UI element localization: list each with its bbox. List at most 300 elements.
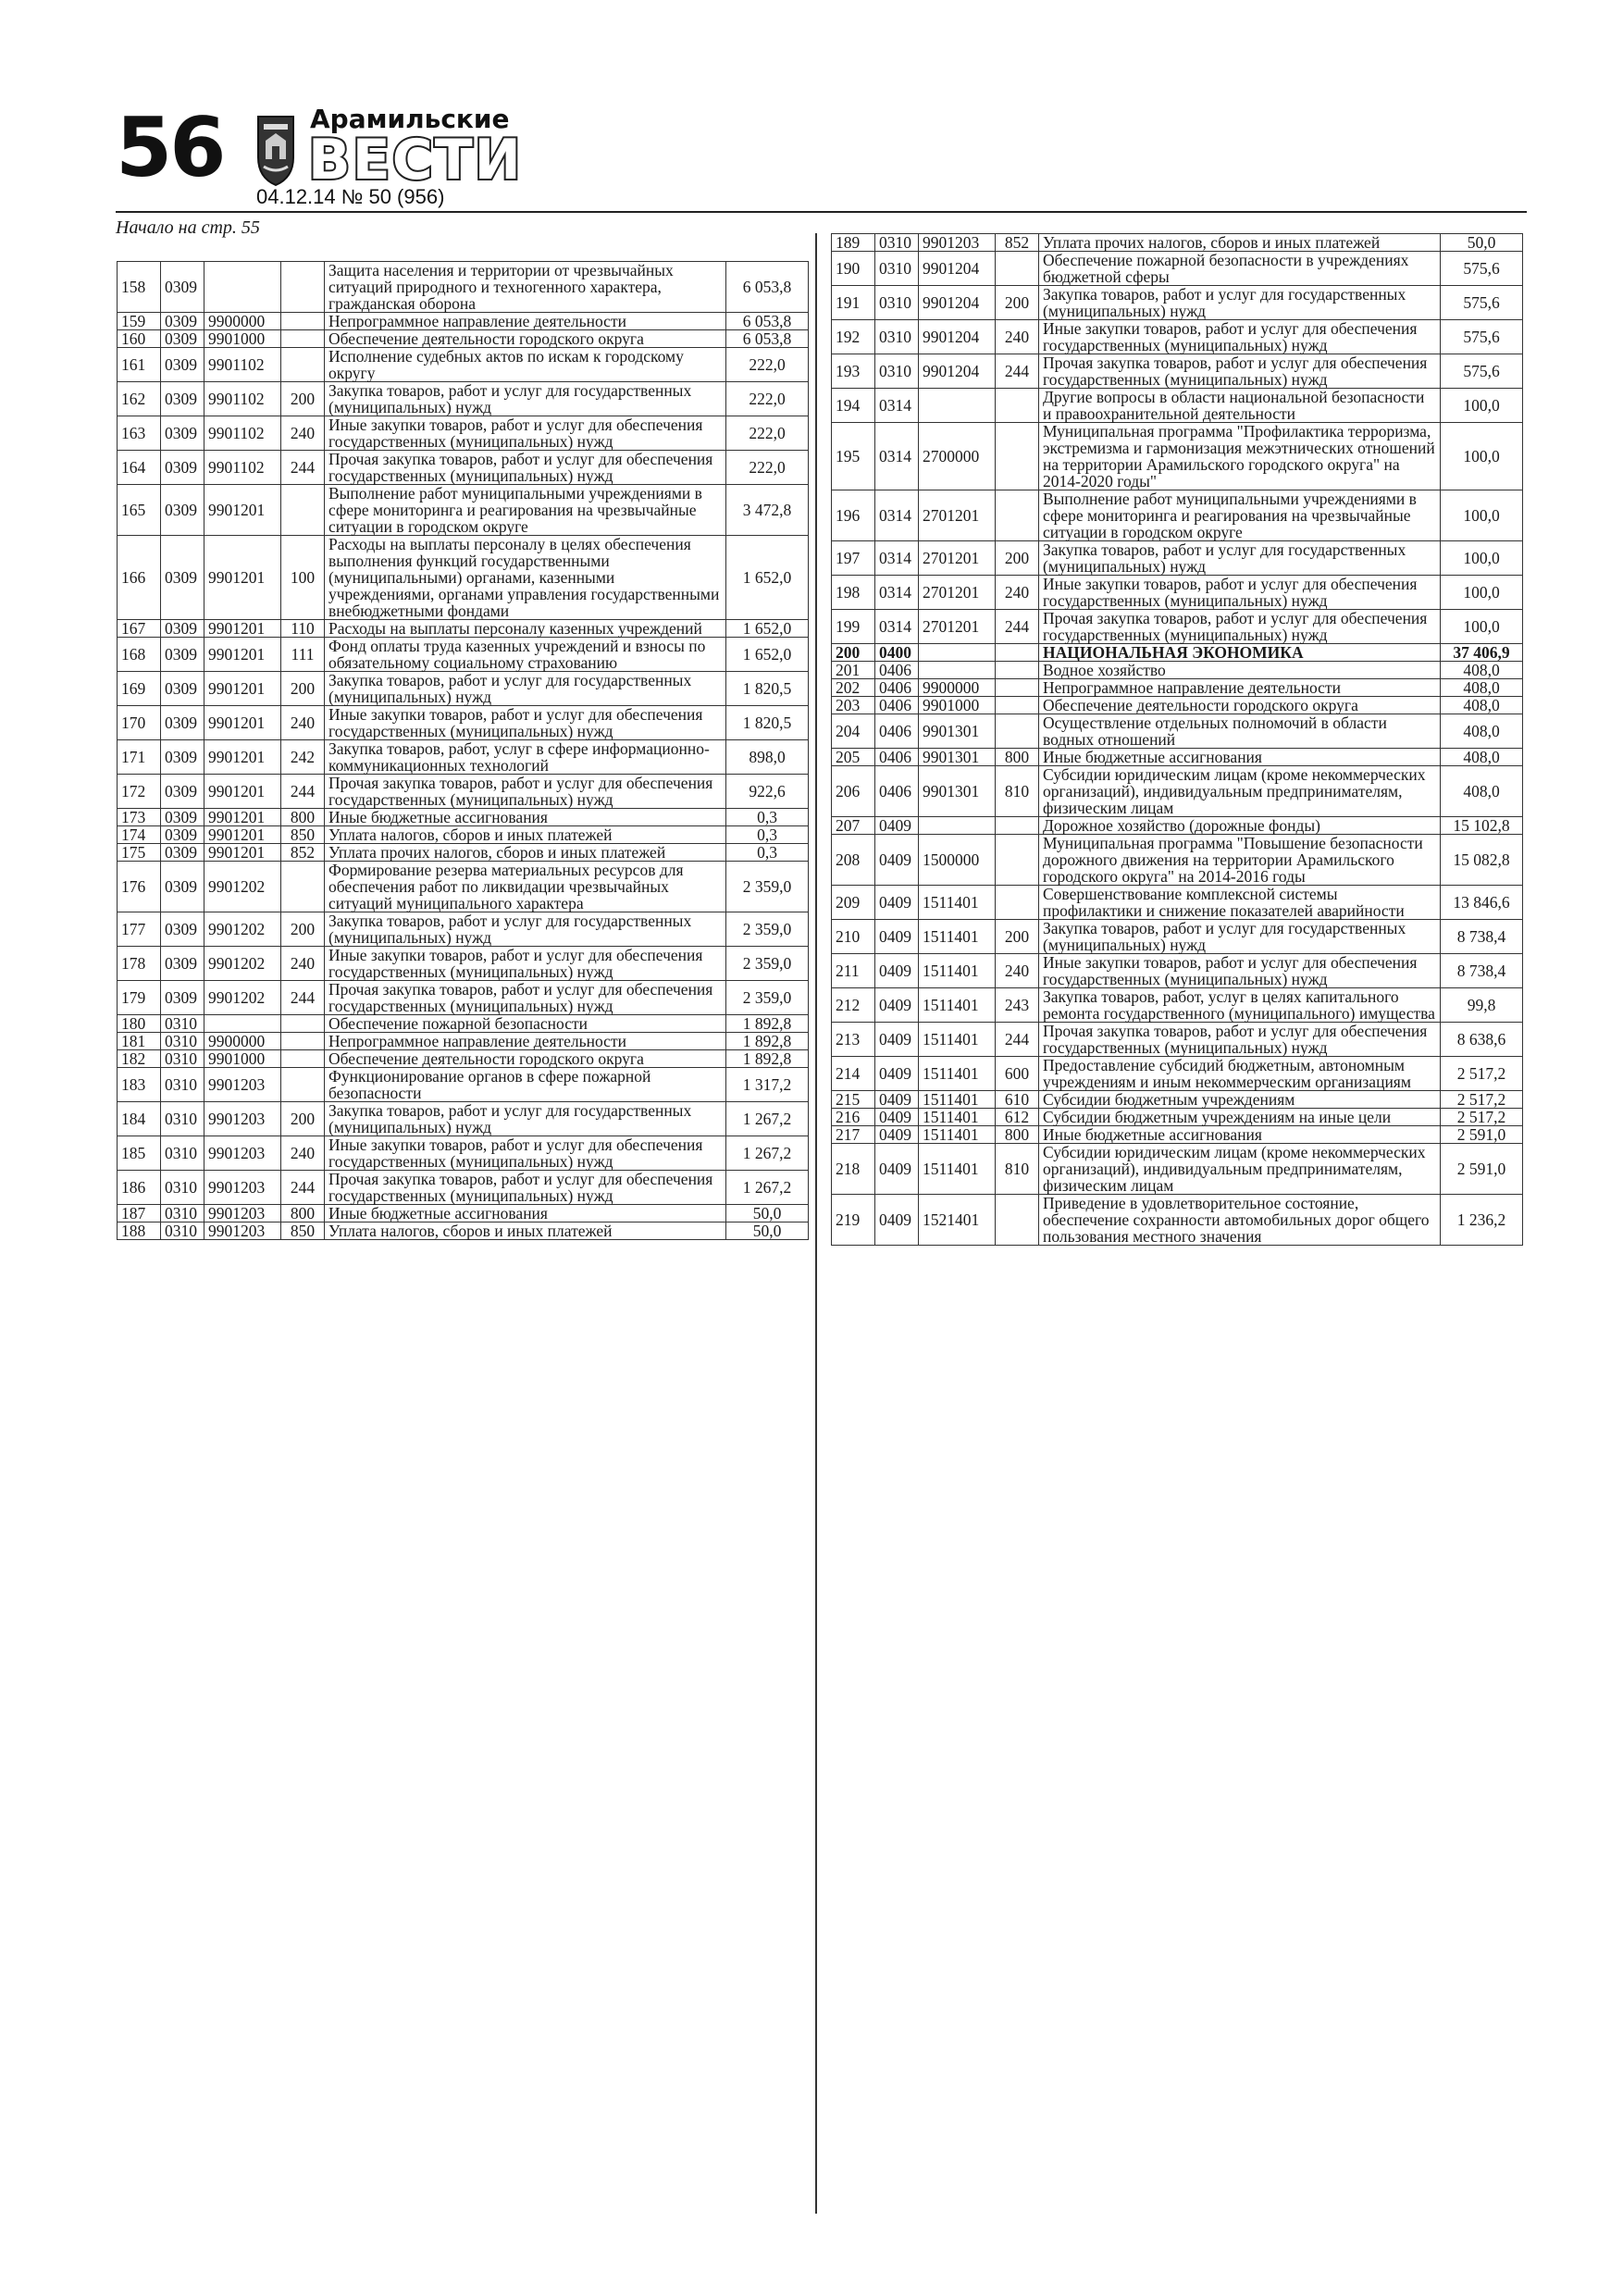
row-number: 200: [832, 644, 875, 662]
expense-type-code: 200: [281, 1102, 325, 1136]
table-row: [832, 954, 1523, 988]
amount: 222,0: [726, 382, 809, 416]
row-number: 162: [118, 382, 161, 416]
item-name: Непрограммное направление деятельности: [325, 313, 726, 330]
row-number: 203: [832, 697, 875, 714]
row-number: 213: [832, 1023, 875, 1057]
amount: 2 359,0: [726, 981, 809, 1015]
article-code: 9901102: [204, 382, 281, 416]
item-name: Защита населения и территории от чрезвычайных ситуаций природного и техногенного характера, гражданская оборона: [325, 262, 726, 313]
amount: 100,0: [1441, 541, 1523, 576]
expense-type-code: [996, 835, 1039, 886]
section-code: 0309: [161, 809, 204, 826]
section-code: 0310: [875, 234, 919, 252]
amount: 408,0: [1441, 697, 1523, 714]
section-code: 0310: [161, 1015, 204, 1033]
item-name: Фонд оплаты труда казенных учреждений и взносы по обязательному социальному страхованию: [325, 638, 726, 672]
item-name: Закупка товаров, работ, услуг в целях капитального ремонта государственного (муниципального) имущества: [1039, 988, 1441, 1023]
section-code: 0309: [161, 330, 204, 348]
item-name: Обеспечение деятельности городского округа: [325, 1050, 726, 1068]
item-name: Иные закупки товаров, работ и услуг для обеспечения государственных (муниципальных) нужд: [1039, 576, 1441, 610]
article-code: 1511401: [919, 1023, 996, 1057]
section-code: 0309: [161, 672, 204, 706]
item-name: Закупка товаров, работ и услуг для государственных (муниципальных) нужд: [325, 1102, 726, 1136]
amount: 1 236,2: [1441, 1195, 1523, 1246]
amount: 50,0: [726, 1205, 809, 1222]
table-row: [118, 947, 809, 981]
row-number: 206: [832, 766, 875, 817]
item-name: Дорожное хозяйство (дорожные фонды): [1039, 817, 1441, 835]
amount: 6 053,8: [726, 313, 809, 330]
item-name: Иные закупки товаров, работ и услуг для обеспечения государственных (муниципальных) нужд: [325, 416, 726, 451]
section-code: 0409: [875, 1126, 919, 1144]
item-name: Уплата налогов, сборов и иных платежей: [325, 1222, 726, 1240]
row-number: 186: [118, 1171, 161, 1205]
expense-type-code: 200: [281, 912, 325, 947]
amount: 6 053,8: [726, 262, 809, 313]
section-code: 0310: [161, 1033, 204, 1050]
item-name: Иные бюджетные ассигнования: [1039, 1126, 1441, 1144]
column-divider: [815, 233, 817, 2214]
item-name: Приведение в удовлетворительное состояние, обеспечение сохранности автомобильных дорог общего пользования местного значения: [1039, 1195, 1441, 1246]
row-number: 195: [832, 423, 875, 490]
item-name: Муниципальная программа "Повышение безопасности дорожного движения на территории Арамильского городского округа" на 2014-2016 годы: [1039, 835, 1441, 886]
section-code: 0409: [875, 988, 919, 1023]
expense-type-code: 243: [996, 988, 1039, 1023]
item-name: Выполнение работ муниципальными учреждениями в сфере мониторинга и реагирования на чрезвычайные ситуации в городском округе: [325, 485, 726, 536]
article-code: 9901202: [204, 912, 281, 947]
item-name: Уплата налогов, сборов и иных платежей: [325, 826, 726, 844]
section-code: 0309: [161, 826, 204, 844]
row-number: 181: [118, 1033, 161, 1050]
table-row: [832, 886, 1523, 920]
expense-type-code: 244: [281, 451, 325, 485]
article-code: 9900000: [204, 1033, 281, 1050]
amount: 575,6: [1441, 354, 1523, 389]
item-name: Непрограммное направление деятельности: [325, 1033, 726, 1050]
article-code: 2701201: [919, 610, 996, 644]
row-number: 159: [118, 313, 161, 330]
expense-type-code: 850: [281, 1222, 325, 1240]
city-crest-icon: [254, 113, 297, 187]
header-divider: [116, 211, 1527, 213]
article-code: [919, 644, 996, 662]
table-row: [832, 714, 1523, 749]
section-code: 0310: [875, 286, 919, 320]
item-name: Обеспечение пожарной безопасности: [325, 1015, 726, 1033]
row-number: 211: [832, 954, 875, 988]
amount: 1 267,2: [726, 1136, 809, 1171]
table-row: [832, 541, 1523, 576]
row-number: 199: [832, 610, 875, 644]
section-code: 0409: [875, 886, 919, 920]
amount: 222,0: [726, 416, 809, 451]
expense-type-code: 111: [281, 638, 325, 672]
section-code: 0310: [161, 1050, 204, 1068]
section-code: 0314: [875, 423, 919, 490]
section-code: 0409: [875, 1023, 919, 1057]
row-number: 183: [118, 1068, 161, 1102]
section-code: 0406: [875, 714, 919, 749]
amount: 2 359,0: [726, 862, 809, 912]
amount: 1 820,5: [726, 672, 809, 706]
row-number: 171: [118, 740, 161, 775]
item-name: Закупка товаров, работ и услуг для государственных (муниципальных) нужд: [325, 912, 726, 947]
article-code: 9901102: [204, 451, 281, 485]
left-column: [117, 261, 809, 1240]
item-name: Закупка товаров, работ и услуг для государственных (муниципальных) нужд: [1039, 541, 1441, 576]
expense-type-code: 100: [281, 536, 325, 620]
row-number: 165: [118, 485, 161, 536]
item-name: Субсидии юридическим лицам (кроме некоммерческих организаций), индивидуальным предпринимателям, физическим лицам: [1039, 1144, 1441, 1195]
article-code: 9901202: [204, 947, 281, 981]
section-code: 0409: [875, 954, 919, 988]
amount: 222,0: [726, 348, 809, 382]
row-number: 166: [118, 536, 161, 620]
item-name: Иные бюджетные ассигнования: [325, 1205, 726, 1222]
section-code: 0309: [161, 485, 204, 536]
article-code: 9901201: [204, 706, 281, 740]
row-number: 218: [832, 1144, 875, 1195]
section-code: 0406: [875, 766, 919, 817]
row-number: 169: [118, 672, 161, 706]
item-name: Обеспечение пожарной безопасности в учреждениях бюджетной сферы: [1039, 252, 1441, 286]
section-code: 0309: [161, 348, 204, 382]
table-row: [832, 817, 1523, 835]
row-number: 212: [832, 988, 875, 1023]
item-name: Расходы на выплаты персоналу казенных учреждений: [325, 620, 726, 638]
item-name: Уплата прочих налогов, сборов и иных платежей: [1039, 234, 1441, 252]
expense-type-code: 240: [996, 320, 1039, 354]
section-code: 0314: [875, 490, 919, 541]
section-code: 0310: [161, 1102, 204, 1136]
expense-type-code: [281, 1050, 325, 1068]
row-number: 219: [832, 1195, 875, 1246]
table-row: [118, 912, 809, 947]
row-number: 214: [832, 1057, 875, 1091]
article-code: 2701201: [919, 490, 996, 541]
item-name: Субсидии юридическим лицам (кроме некоммерческих организаций), индивидуальным предпринимателям, физическим лицам: [1039, 766, 1441, 817]
expense-type-code: [281, 330, 325, 348]
row-number: 201: [832, 662, 875, 679]
item-name: Непрограммное направление деятельности: [1039, 679, 1441, 697]
expense-type-code: [996, 252, 1039, 286]
table-row: [118, 451, 809, 485]
section-code: 0406: [875, 679, 919, 697]
section-code: 0314: [875, 389, 919, 423]
amount: 100,0: [1441, 576, 1523, 610]
section-code: 0309: [161, 416, 204, 451]
item-name: Прочая закупка товаров, работ и услуг для обеспечения государственных (муниципальных) нужд: [1039, 1023, 1441, 1057]
expense-type-code: 240: [281, 1136, 325, 1171]
amount: 1 892,8: [726, 1050, 809, 1068]
item-name: НАЦИОНАЛЬНАЯ ЭКОНОМИКА: [1039, 644, 1441, 662]
section-code: 0310: [875, 354, 919, 389]
table-row: [832, 610, 1523, 644]
item-name: Иные закупки товаров, работ и услуг для обеспечения государственных (муниципальных) нужд: [325, 947, 726, 981]
expense-type-code: [996, 389, 1039, 423]
item-name: Исполнение судебных актов по искам к городскому округу: [325, 348, 726, 382]
article-code: [919, 662, 996, 679]
brand-subtitle: Арамильские: [310, 104, 510, 134]
amount: 2 517,2: [1441, 1091, 1523, 1109]
row-number: 177: [118, 912, 161, 947]
table-row: [832, 1023, 1523, 1057]
table-row: [832, 644, 1523, 662]
section-code: 0309: [161, 382, 204, 416]
row-number: 187: [118, 1205, 161, 1222]
row-number: 158: [118, 262, 161, 313]
expense-type-code: 810: [996, 1144, 1039, 1195]
expense-type-code: 244: [281, 981, 325, 1015]
table-row: [118, 536, 809, 620]
row-number: 184: [118, 1102, 161, 1136]
table-row: [118, 809, 809, 826]
section-code: 0309: [161, 262, 204, 313]
amount: 2 359,0: [726, 912, 809, 947]
item-name: Прочая закупка товаров, работ и услуг для обеспечения государственных (муниципальных) нужд: [1039, 354, 1441, 389]
table-row: [118, 1102, 809, 1136]
amount: 15 102,8: [1441, 817, 1523, 835]
amount: 15 082,8: [1441, 835, 1523, 886]
item-name: Иные закупки товаров, работ и услуг для обеспечения государственных (муниципальных) нужд: [1039, 954, 1441, 988]
table-row: [118, 348, 809, 382]
amount: 2 591,0: [1441, 1126, 1523, 1144]
amount: 0,3: [726, 826, 809, 844]
row-number: 210: [832, 920, 875, 954]
section-code: 0409: [875, 835, 919, 886]
table-row: [118, 416, 809, 451]
table-row: [118, 485, 809, 536]
table-row: [118, 262, 809, 313]
row-number: 191: [832, 286, 875, 320]
article-code: 9901203: [204, 1068, 281, 1102]
expense-type-code: [996, 423, 1039, 490]
expense-type-code: [996, 714, 1039, 749]
row-number: 172: [118, 775, 161, 809]
expense-type-code: [996, 817, 1039, 835]
table-row: [832, 988, 1523, 1023]
expense-type-code: [996, 490, 1039, 541]
table-row: [118, 706, 809, 740]
item-name: Совершенствование комплексной системы профилактики и снижение показателей аварийности: [1039, 886, 1441, 920]
article-code: 9901203: [204, 1222, 281, 1240]
expense-type-code: [996, 644, 1039, 662]
section-code: 0406: [875, 749, 919, 766]
table-row: [118, 313, 809, 330]
expense-type-code: 810: [996, 766, 1039, 817]
article-code: 9901203: [204, 1102, 281, 1136]
item-name: Обеспечение деятельности городского округа: [325, 330, 726, 348]
amount: 2 591,0: [1441, 1144, 1523, 1195]
article-code: [919, 817, 996, 835]
item-name: Формирование резерва материальных ресурсов для обеспечения работ по ликвидации чрезвычайных ситуаций муниципального характера: [325, 862, 726, 912]
table-row: [118, 1171, 809, 1205]
article-code: 9901000: [204, 1050, 281, 1068]
amount: 408,0: [1441, 662, 1523, 679]
item-name: Прочая закупка товаров, работ и услуг для обеспечения государственных (муниципальных) нужд: [1039, 610, 1441, 644]
row-number: 180: [118, 1015, 161, 1033]
table-row: [118, 1205, 809, 1222]
article-code: 9901203: [204, 1136, 281, 1171]
amount: 13 846,6: [1441, 886, 1523, 920]
item-name: Субсидии бюджетным учреждениям: [1039, 1091, 1441, 1109]
row-number: 193: [832, 354, 875, 389]
article-code: 9901201: [204, 826, 281, 844]
article-code: 9901301: [919, 766, 996, 817]
item-name: Закупка товаров, работ и услуг для государственных (муниципальных) нужд: [325, 382, 726, 416]
expense-type-code: 800: [281, 809, 325, 826]
article-code: [204, 1015, 281, 1033]
article-code: [204, 262, 281, 313]
table-row: [832, 423, 1523, 490]
amount: 1 652,0: [726, 638, 809, 672]
row-number: 176: [118, 862, 161, 912]
table-row: [118, 382, 809, 416]
amount: 0,3: [726, 809, 809, 826]
item-name: Закупка товаров, работ и услуг для государственных (муниципальных) нужд: [1039, 920, 1441, 954]
item-name: Закупка товаров, работ и услуг для государственных (муниципальных) нужд: [325, 672, 726, 706]
amount: 50,0: [726, 1222, 809, 1240]
article-code: 9901204: [919, 286, 996, 320]
row-number: 182: [118, 1050, 161, 1068]
continued-note: Начало на стр. 55: [116, 217, 260, 238]
newspaper-logo: [254, 104, 588, 192]
expense-type-code: 242: [281, 740, 325, 775]
section-code: 0409: [875, 1057, 919, 1091]
item-name: Иные закупки товаров, работ и услуг для обеспечения государственных (муниципальных) нужд: [325, 706, 726, 740]
item-name: Прочая закупка товаров, работ и услуг для обеспечения государственных (муниципальных) нужд: [325, 1171, 726, 1205]
table-row: [118, 1015, 809, 1033]
section-code: 0310: [161, 1171, 204, 1205]
row-number: 198: [832, 576, 875, 610]
amount: 6 053,8: [726, 330, 809, 348]
amount: 8 638,6: [1441, 1023, 1523, 1057]
section-code: 0409: [875, 920, 919, 954]
article-code: 9901201: [204, 672, 281, 706]
article-code: 9901102: [204, 348, 281, 382]
item-name: Уплата прочих налогов, сборов и иных платежей: [325, 844, 726, 862]
amount: 0,3: [726, 844, 809, 862]
table-row: [832, 662, 1523, 679]
expense-type-code: 200: [281, 672, 325, 706]
article-code: 9901201: [204, 620, 281, 638]
article-code: 1511401: [919, 1091, 996, 1109]
table-row: [832, 234, 1523, 252]
section-code: 0309: [161, 775, 204, 809]
article-code: 9901204: [919, 252, 996, 286]
section-code: 0400: [875, 644, 919, 662]
section-code: 0309: [161, 981, 204, 1015]
table-row: [118, 330, 809, 348]
amount: 2 517,2: [1441, 1109, 1523, 1126]
row-number: 208: [832, 835, 875, 886]
section-code: 0409: [875, 1195, 919, 1246]
article-code: 1511401: [919, 954, 996, 988]
brand-title: ВЕСТИ: [308, 128, 523, 192]
amount: 8 738,4: [1441, 920, 1523, 954]
row-number: 209: [832, 886, 875, 920]
table-row: [118, 1136, 809, 1171]
table-row: [832, 320, 1523, 354]
section-code: 0314: [875, 541, 919, 576]
row-number: 189: [832, 234, 875, 252]
article-code: 1511401: [919, 920, 996, 954]
article-code: 9901000: [919, 697, 996, 714]
section-code: 0310: [161, 1136, 204, 1171]
table-row: [832, 1195, 1523, 1246]
section-code: 0314: [875, 610, 919, 644]
page-number: 56: [116, 100, 224, 195]
amount: 8 738,4: [1441, 954, 1523, 988]
expense-type-code: 240: [996, 954, 1039, 988]
amount: 408,0: [1441, 766, 1523, 817]
section-code: 0309: [161, 862, 204, 912]
article-code: 1521401: [919, 1195, 996, 1246]
amount: 408,0: [1441, 679, 1523, 697]
expense-type-code: 240: [281, 706, 325, 740]
item-name: Функционирование органов в сфере пожарной безопасности: [325, 1068, 726, 1102]
row-number: 175: [118, 844, 161, 862]
item-name: Муниципальная программа "Профилактика терроризма, экстремизма и гармонизация межэтнических отношений на территории Арамильского городского округа" на 2014-2020 годы": [1039, 423, 1441, 490]
amount: 222,0: [726, 451, 809, 485]
amount: 2 517,2: [1441, 1057, 1523, 1091]
row-number: 205: [832, 749, 875, 766]
section-code: 0409: [875, 817, 919, 835]
expense-type-code: 800: [996, 1126, 1039, 1144]
amount: 1 652,0: [726, 620, 809, 638]
table-row: [832, 389, 1523, 423]
table-row: [118, 620, 809, 638]
amount: 408,0: [1441, 714, 1523, 749]
item-name: Иные закупки товаров, работ и услуг для обеспечения государственных (муниципальных) нужд: [325, 1136, 726, 1171]
article-code: 9901201: [204, 844, 281, 862]
item-name: Закупка товаров, работ и услуг для государственных (муниципальных) нужд: [1039, 286, 1441, 320]
expense-type-code: 244: [996, 1023, 1039, 1057]
article-code: 9901201: [204, 809, 281, 826]
section-code: 0409: [875, 1144, 919, 1195]
table-row: [118, 1033, 809, 1050]
article-code: 1511401: [919, 886, 996, 920]
amount: 1 267,2: [726, 1171, 809, 1205]
item-name: Обеспечение деятельности городского округа: [1039, 697, 1441, 714]
expense-type-code: [996, 886, 1039, 920]
row-number: 215: [832, 1091, 875, 1109]
item-name: Предоставление субсидий бюджетным, автономным учреждениям и иным некоммерческим организациям: [1039, 1057, 1441, 1091]
amount: 100,0: [1441, 389, 1523, 423]
section-code: 0409: [875, 1109, 919, 1126]
item-name: Водное хозяйство: [1039, 662, 1441, 679]
expense-type-code: 600: [996, 1057, 1039, 1091]
section-code: 0310: [875, 320, 919, 354]
row-number: 178: [118, 947, 161, 981]
amount: 408,0: [1441, 749, 1523, 766]
table-row: [118, 1068, 809, 1102]
amount: 898,0: [726, 740, 809, 775]
table-row: [832, 252, 1523, 286]
expense-type-code: [281, 348, 325, 382]
table-row: [832, 749, 1523, 766]
article-code: 9901000: [204, 330, 281, 348]
row-number: 204: [832, 714, 875, 749]
row-number: 188: [118, 1222, 161, 1240]
expense-type-code: [281, 1068, 325, 1102]
section-code: 0309: [161, 536, 204, 620]
article-code: 2701201: [919, 541, 996, 576]
amount: 1 892,8: [726, 1015, 809, 1033]
row-number: 216: [832, 1109, 875, 1126]
article-code: 2701201: [919, 576, 996, 610]
